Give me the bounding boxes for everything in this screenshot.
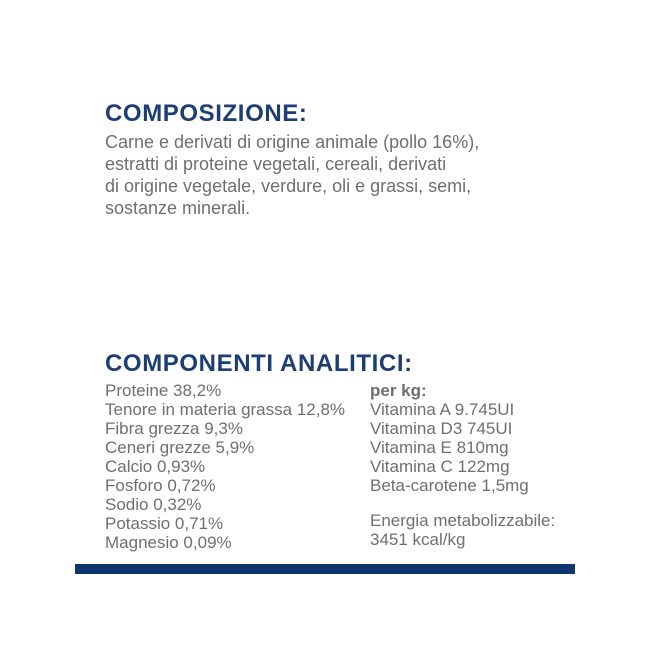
energy-line: 3451 kcal/kg [370, 530, 466, 549]
bottom-divider-bar [75, 564, 575, 574]
metabolizable-energy [370, 511, 555, 549]
vitamins-list [370, 400, 529, 495]
nutrient-line: Ceneri grezze 5,9% [105, 438, 255, 457]
analytical-components-title: COMPONENTI ANALITICI: [105, 350, 413, 377]
vitamin-line: Vitamina C 122mg [370, 457, 510, 476]
per-kg-title: per kg: [370, 381, 427, 400]
composition-line: di origine vegetale, verdure, oli e grassi, semi, [105, 176, 472, 196]
nutrient-line: Fosforo 0,72% [105, 476, 216, 495]
composition-line: Carne e derivati di origine animale (pollo 16%), [105, 132, 480, 152]
nutrient-line: Proteine 38,2% [105, 381, 222, 400]
composition-title: COMPOSIZIONE: [105, 100, 308, 127]
per-kg-column [370, 381, 529, 495]
vitamin-line: Vitamina E 810mg [370, 438, 509, 457]
vitamin-line: Vitamina A 9.745UI [370, 400, 515, 419]
vitamin-line: Beta-carotene 1,5mg [370, 476, 529, 495]
composition-line: sostanze minerali. [105, 198, 251, 218]
composition-text [105, 131, 479, 219]
composition-line: estratti di proteine vegetali, cereali, derivati [105, 154, 447, 174]
nutrient-line: Fibra grezza 9,3% [105, 419, 243, 438]
nutrient-line: Sodio 0,32% [105, 495, 202, 514]
nutrients-list [105, 381, 345, 552]
vitamin-line: Vitamina D3 745UI [370, 419, 513, 438]
nutrient-line: Calcio 0,93% [105, 457, 206, 476]
nutrient-line: Tenore in materia grassa 12,8% [105, 400, 346, 419]
energy-line: Energia metabolizzabile: [370, 511, 556, 530]
nutrient-line: Potassio 0,71% [105, 514, 224, 533]
nutrient-line: Magnesio 0,09% [105, 533, 232, 552]
